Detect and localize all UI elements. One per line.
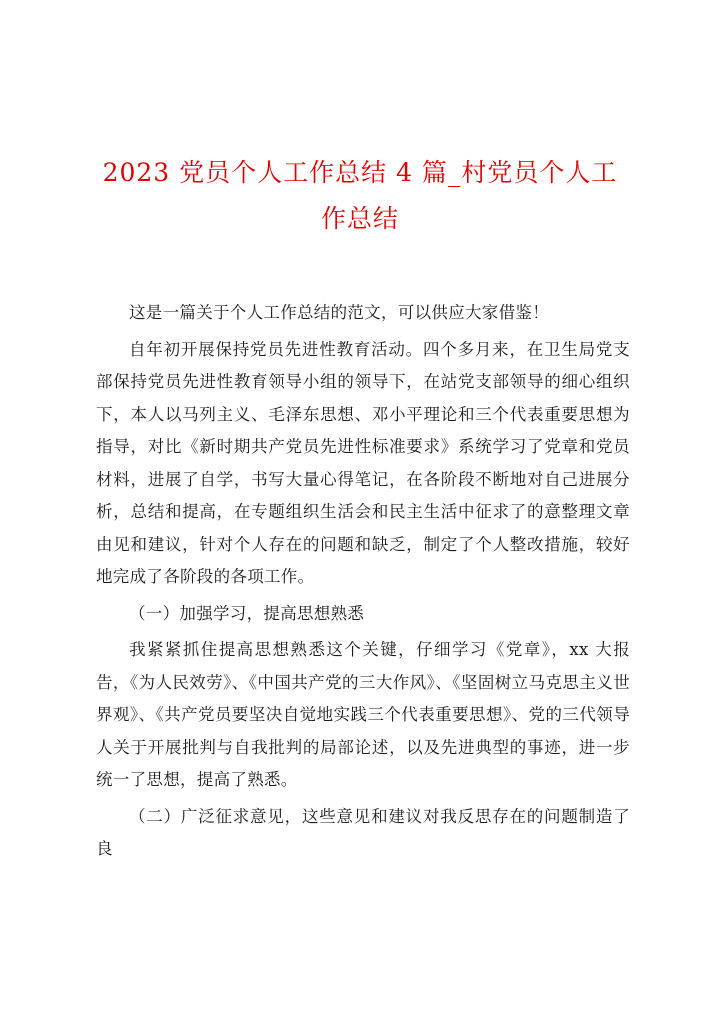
document-body [96, 297, 630, 870]
body-paragraph: 我紧紧抓住提高思想熟悉这个关键，仔细学习《党章》，xx 大报告，《为人民效劳》、《中国共产党的三大作风》、《坚固树立马克思主义世界观》、《共产党员要坚决自觉地实践三个代表重要思想》、党的三代领导人关于开展批判与自我批判的局部论述，以及先进典型的事迹，进一步统一了思想，提高了熟悉。 [96, 640, 630, 789]
intro-paragraph: 这是一篇关于个人工作总结的范文，可以供应大家借鉴！ [129, 303, 549, 322]
body-paragraph: 自年初开展保持党员先进性教育活动。四个多月来，在卫生局党支部保持党员先进性教育领导小组的领导下，在站党支部领导的细心组织下，本人以马列主义、毛泽东思想、邓小平理论和三个代表重要思想为指导，对比《新时期共产党员先进性标准要求》系统学习了党章和党员材料，进展了自学，书写大量心得笔记，在各阶段不断地对自己进展分析，总结和提高，在专题组织生活会和民主生活中征求了的意整理文章由见和建议，针对个人存在的问题和缺乏，制定了个人整改措施，较好地完成了各阶段的各项工作。 [96, 339, 630, 586]
section-heading-2: （二）广泛征求意见，这些意见和建议对我反思存在的问题制造了良 [96, 806, 630, 858]
document-title: 2023 党员个人工作总结 4 篇_村党员个人工作总结 [102, 158, 618, 233]
section-heading-1: （一）加强学习，提高思想熟悉 [129, 603, 365, 623]
